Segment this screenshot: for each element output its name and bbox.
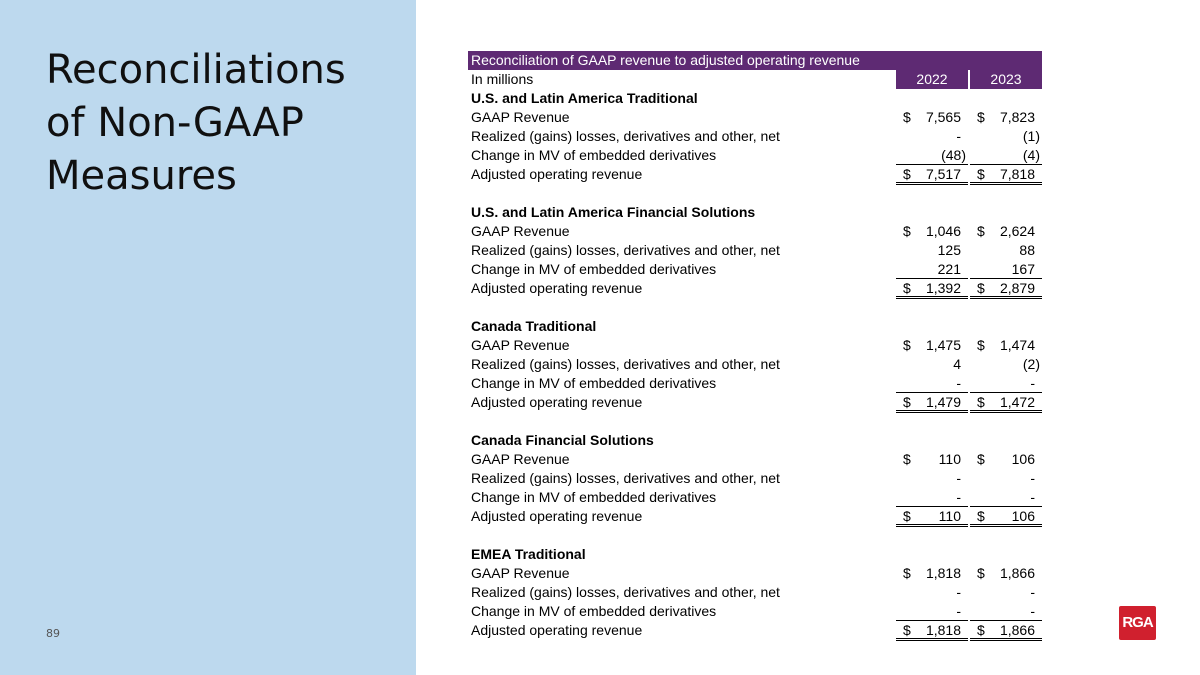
- row-label: Realized (gains) losses, derivatives and other, net: [471, 128, 780, 144]
- currency-symbol: $: [903, 223, 911, 239]
- row-label: GAAP Revenue: [471, 109, 570, 125]
- reconciliation-table: [468, 51, 1042, 640]
- section-heading-label: U.S. and Latin America Traditional: [471, 90, 698, 106]
- value-2023-cell: [970, 450, 1042, 469]
- value-2022: 1,818: [925, 565, 961, 581]
- section-heading: [468, 317, 1042, 336]
- value-2022: -: [956, 128, 961, 144]
- value-2022: 1,392: [925, 280, 961, 296]
- table-body: [468, 89, 1042, 640]
- value-2022: -: [956, 603, 961, 619]
- row-label: Realized (gains) losses, derivatives and other, net: [471, 356, 780, 372]
- table-row: [468, 450, 1042, 469]
- row-label: GAAP Revenue: [471, 565, 570, 581]
- value-2022-cell: [896, 564, 968, 583]
- currency-symbol: $: [977, 166, 985, 182]
- value-2023-cell: [970, 583, 1042, 602]
- section-heading-label: Canada Financial Solutions: [471, 432, 654, 448]
- value-2023-cell: [970, 336, 1042, 355]
- row-label: Change in MV of embedded derivatives: [471, 147, 717, 163]
- row-label: Adjusted operating revenue: [471, 166, 643, 182]
- value-2022-cell: [896, 507, 968, 527]
- value-2022: 221: [937, 261, 961, 277]
- value-2023: 106: [1011, 451, 1035, 467]
- table-row: [468, 279, 1042, 298]
- value-2022-cell: [896, 279, 968, 299]
- row-label: Realized (gains) losses, derivatives and other, net: [471, 584, 780, 600]
- value-2022-cell: [896, 241, 968, 260]
- row-label: Change in MV of embedded derivatives: [471, 489, 717, 505]
- currency-symbol: $: [903, 394, 911, 410]
- table-row: [468, 336, 1042, 355]
- value-2022: -: [956, 470, 961, 486]
- value-2023-cell: [970, 488, 1042, 507]
- value-2023: 2,879: [999, 280, 1035, 296]
- table-row: [468, 393, 1042, 412]
- value-2023: (1): [1022, 128, 1040, 144]
- value-2023-cell: [970, 241, 1042, 260]
- value-2023: 7,818: [999, 166, 1035, 182]
- currency-symbol: $: [903, 451, 911, 467]
- section-gap: [468, 298, 1042, 317]
- value-2022: 110: [938, 508, 961, 524]
- value-2022: -: [956, 584, 961, 600]
- currency-symbol: $: [903, 622, 911, 638]
- row-label: Realized (gains) losses, derivatives and other, net: [471, 470, 780, 486]
- row-label: Change in MV of embedded derivatives: [471, 261, 717, 277]
- table-row: [468, 146, 1042, 165]
- value-2022: 1,479: [925, 394, 961, 410]
- currency-symbol: $: [903, 109, 911, 125]
- currency-symbol: $: [903, 508, 911, 524]
- year-header-2022: 2022: [896, 70, 968, 89]
- value-2022: 110: [938, 451, 961, 467]
- section-heading: [468, 203, 1042, 222]
- currency-symbol: $: [903, 337, 911, 353]
- value-2022-cell: [896, 127, 968, 146]
- value-2022: 1,818: [925, 622, 961, 638]
- value-2022-cell: [896, 621, 968, 641]
- currency-symbol: $: [977, 337, 985, 353]
- table-row: [468, 374, 1042, 393]
- value-2023-cell: [970, 222, 1042, 241]
- value-2023: 106: [1011, 508, 1035, 524]
- row-label: Adjusted operating revenue: [471, 508, 643, 524]
- slide-title: [46, 44, 406, 203]
- value-2023-cell: [970, 279, 1042, 299]
- value-2023-cell: [970, 621, 1042, 641]
- value-2023-cell: [970, 108, 1042, 127]
- row-label: Adjusted operating revenue: [471, 622, 643, 638]
- currency-symbol: $: [977, 451, 985, 467]
- value-2023: 1,474: [999, 337, 1035, 353]
- value-2022: 4: [953, 356, 961, 372]
- table-row: [468, 355, 1042, 374]
- value-2022: 7,517: [925, 166, 961, 182]
- value-2022: 1,046: [925, 223, 961, 239]
- value-2023-cell: [970, 355, 1042, 374]
- value-2023: 1,866: [999, 622, 1035, 638]
- value-2023-cell: [970, 507, 1042, 527]
- table-row: [468, 241, 1042, 260]
- section-heading: [468, 89, 1042, 108]
- value-2023: -: [1030, 603, 1035, 619]
- currency-symbol: $: [977, 109, 985, 125]
- section-heading-label: Canada Traditional: [471, 318, 597, 334]
- table-header-row: [468, 70, 1042, 89]
- table-row: [468, 564, 1042, 583]
- currency-symbol: $: [903, 166, 911, 182]
- value-2022-cell: [896, 583, 968, 602]
- table-row: [468, 583, 1042, 602]
- table-row: [468, 621, 1042, 640]
- value-2023: 88: [1019, 242, 1035, 258]
- value-2023: -: [1030, 584, 1035, 600]
- table-row: [468, 488, 1042, 507]
- value-2022-cell: [896, 108, 968, 127]
- currency-symbol: $: [977, 223, 985, 239]
- section-heading-label: EMEA Traditional: [471, 546, 586, 562]
- section-heading: [468, 545, 1042, 564]
- value-2023: -: [1030, 375, 1035, 391]
- value-2022-cell: [896, 260, 968, 279]
- table-title: Reconciliation of GAAP revenue to adjusted operating revenue: [468, 51, 1042, 70]
- value-2022-cell: [896, 602, 968, 621]
- value-2023-cell: [970, 469, 1042, 488]
- currency-symbol: $: [903, 565, 911, 581]
- value-2023: 167: [1011, 261, 1035, 277]
- value-2022-cell: [896, 336, 968, 355]
- value-2022-cell: [896, 393, 968, 413]
- row-label: Adjusted operating revenue: [471, 280, 643, 296]
- value-2023: -: [1030, 489, 1035, 505]
- row-label: Change in MV of embedded derivatives: [471, 603, 717, 619]
- currency-symbol: $: [903, 280, 911, 296]
- value-2023-cell: [970, 564, 1042, 583]
- value-2023-cell: [970, 260, 1042, 279]
- table-row: [468, 260, 1042, 279]
- row-label: GAAP Revenue: [471, 451, 570, 467]
- table-row: [468, 469, 1042, 488]
- left-panel: [0, 0, 416, 675]
- value-2022: 125: [937, 242, 961, 258]
- value-2022-cell: [896, 165, 968, 185]
- value-2023-cell: [970, 165, 1042, 185]
- value-2023-cell: [970, 393, 1042, 413]
- row-label: GAAP Revenue: [471, 337, 570, 353]
- section-gap: [468, 184, 1042, 203]
- value-2023-cell: [970, 602, 1042, 621]
- section-gap: [468, 526, 1042, 545]
- section-heading-label: U.S. and Latin America Financial Solutions: [471, 204, 756, 220]
- row-label: Change in MV of embedded derivatives: [471, 375, 717, 391]
- value-2022: (48): [941, 147, 966, 163]
- row-label: GAAP Revenue: [471, 223, 570, 239]
- table-row: [468, 127, 1042, 146]
- table-row: [468, 108, 1042, 127]
- value-2023: 1,472: [999, 394, 1035, 410]
- section-gap: [468, 412, 1042, 431]
- row-label: Adjusted operating revenue: [471, 394, 643, 410]
- value-2023: 2,624: [999, 223, 1035, 239]
- value-2023: 7,823: [999, 109, 1035, 125]
- slide-title-line: of Non-GAAP: [46, 100, 304, 146]
- currency-symbol: $: [977, 565, 985, 581]
- table-row: [468, 165, 1042, 184]
- value-2022: 1,475: [925, 337, 961, 353]
- value-2023: (2): [1022, 356, 1040, 372]
- currency-symbol: $: [977, 622, 985, 638]
- page-number: 89: [46, 627, 60, 640]
- value-2023-cell: [970, 374, 1042, 393]
- value-2023: -: [1030, 470, 1035, 486]
- value-2022: -: [956, 375, 961, 391]
- value-2022: -: [956, 489, 961, 505]
- value-2022-cell: [896, 146, 968, 165]
- value-2022-cell: [896, 355, 968, 374]
- value-2023-cell: [970, 127, 1042, 146]
- row-label: Realized (gains) losses, derivatives and other, net: [471, 242, 780, 258]
- table-row: [468, 507, 1042, 526]
- value-2023: 1,866: [999, 565, 1035, 581]
- value-2022-cell: [896, 374, 968, 393]
- value-2022: 7,565: [925, 109, 961, 125]
- value-2022-cell: [896, 450, 968, 469]
- year-header-2023: 2023: [970, 70, 1042, 89]
- value-2023: (4): [1022, 147, 1040, 163]
- section-heading: [468, 431, 1042, 450]
- table-row: [468, 222, 1042, 241]
- unit-label: In millions: [471, 71, 534, 87]
- currency-symbol: $: [977, 508, 985, 524]
- currency-symbol: $: [977, 394, 985, 410]
- rga-logo: RGA: [1119, 606, 1156, 640]
- currency-symbol: $: [977, 280, 985, 296]
- value-2023-cell: [970, 146, 1042, 165]
- value-2022-cell: [896, 469, 968, 488]
- value-2022-cell: [896, 222, 968, 241]
- value-2022-cell: [896, 488, 968, 507]
- slide-title-line: Reconciliations: [46, 47, 346, 93]
- table-row: [468, 602, 1042, 621]
- slide-title-line: Measures: [46, 153, 237, 199]
